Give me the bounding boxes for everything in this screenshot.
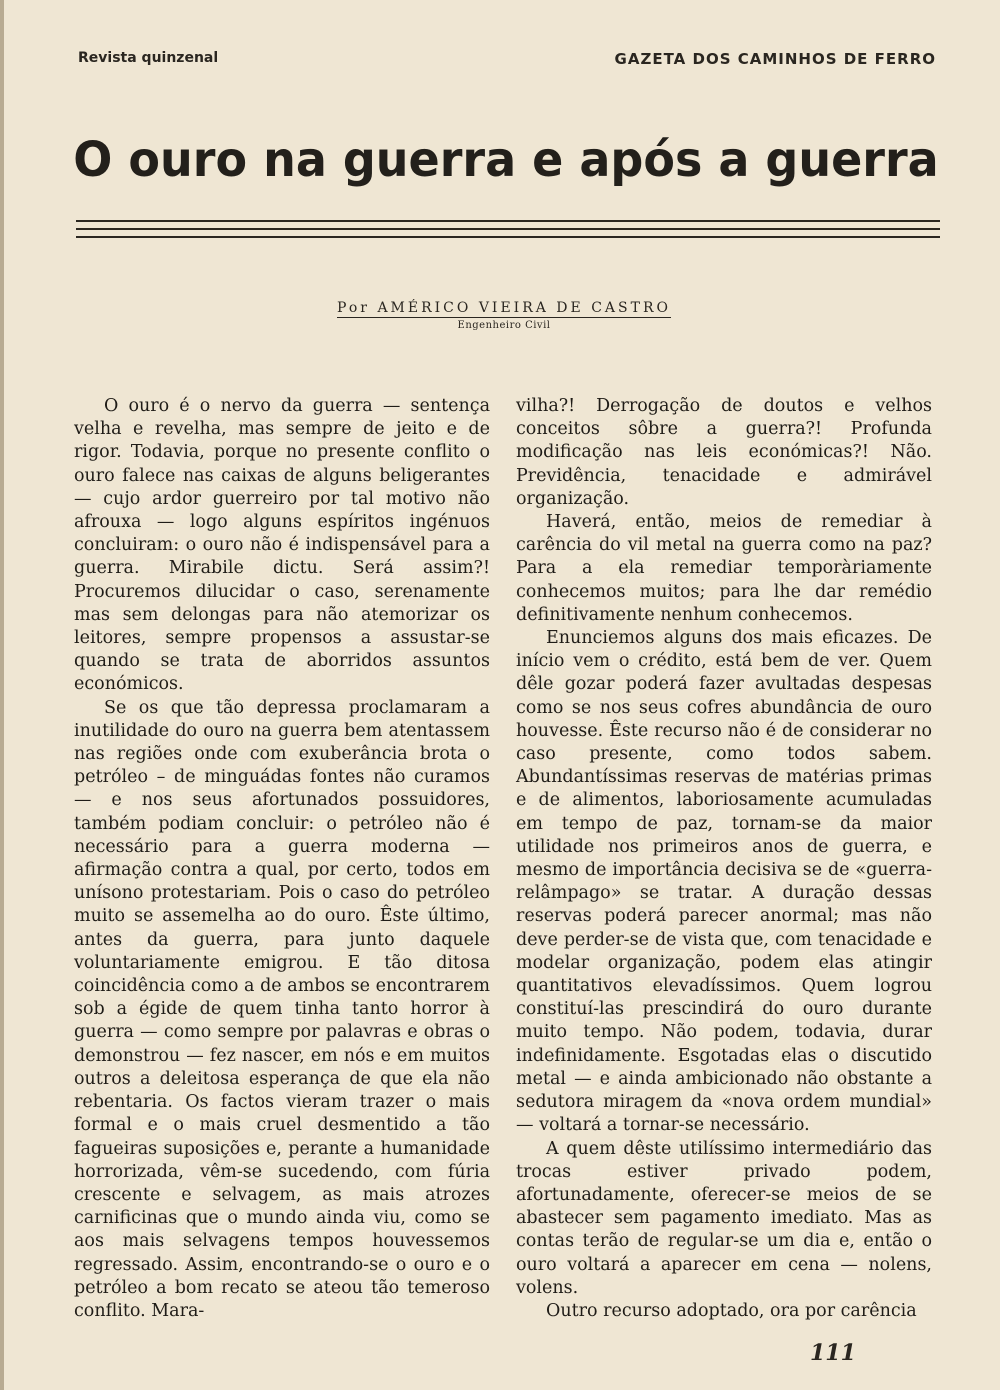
left-column	[74, 395, 490, 1323]
page-number: 111	[810, 1340, 856, 1366]
rule-line	[76, 228, 940, 230]
rule-line	[76, 236, 940, 238]
paragraph: Haverá, então, meios de remediar à carência do vil metal na guerra como na paz? Para a ela remediar temporàriamente conhecemos muitos; para lhe dar remédio definitivamente nenhum conhecemos.	[516, 512, 932, 625]
paragraph: vilha?! Derrogação de doutos e velhos conceitos sôbre a guerra?! Profunda modificação nas leis económicas?! Não. Previdência, tenacidade e admirável organização.	[516, 396, 932, 509]
title-rules	[76, 220, 940, 244]
paragraph: Outro recurso adoptado, ora por carência	[546, 1300, 917, 1321]
author-credential: Engenheiro Civil	[457, 320, 551, 331]
byline-text: Por AMÉRICO VIEIRA DE CASTRO	[337, 300, 671, 316]
rule-line	[76, 220, 940, 222]
paragraph: Enunciemos alguns dos mais eficazes. De início vem o crédito, está bem de ver. Quem dêle gozar poderá fazer avultadas despesas como se nos seus cofres abundância de ouro houvesse. Êste recurso não é de considerar no caso presente, como todos sabem. Abundantíssimas reservas de matérias primas e de alimentos, laboriosamente acumuladas em tempo de paz, tornam-se da maior utilidade nos primeiros anos de guerra, e mesmo de importância decisiva se de «guerra-relâmpago» se tratar. A duração dessas reservas poderá parecer anormal; mas não deve perder-se de vista que, com tenacidade e modelar organização, podem elas atingir quantitativos elevadíssimos. Quem logrou constituí-las prescindirá do ouro durante muito tempo. Não podem, todavia, durar indefinidamente. Esgotadas elas o discutido metal — e ainda ambicionado não obstante a sedutora miragem da «nova ordem mundial» — voltará a tornar-se necessário.	[516, 628, 932, 1136]
page-edge	[0, 0, 4, 1390]
running-header-right: GAZETA DOS CAMINHOS DE FERRO	[614, 50, 936, 68]
article-title: O ouro na guerra e após a guerra	[73, 130, 939, 188]
paragraph: O ouro é o nervo da guerra — sentença velha e revelha, mas sempre de jeito e de rigor. Todavia, porque no presente conflito o ouro falece nas caixas de alguns beligerantes — cujo ardor guerreiro por tal motivo não afrouxa — logo alguns espíritos ingénuos concluiram: o ouro não é indispensável para a guerra. Mirabile dictu. Será assim?! Procuremos dilucidar o caso, serenamente mas sem delongas para não atemorizar os leitores, sempre propensos a assustar-se quando se trata de aborridos assuntos económicos.	[74, 396, 490, 695]
right-column	[516, 395, 932, 1323]
paragraph: A quem dêste utilíssimo intermediário das trocas estiver privado podem, afortunadamente, oferecer-se meios de se abastecer sem pagamento imediato. Mas as contas terão de regular-se um dia e, então o ouro voltará a aparecer em cena — nolens, volens.	[516, 1138, 932, 1298]
author-byline	[0, 300, 1000, 316]
running-header-left: Revista quinzenal	[78, 50, 219, 66]
paragraph: Se os que tão depressa proclamaram a inutilidade do ouro na guerra bem atentassem nas regiões onde com exuberância brota o petróleo – de minguádas fontes não curamos — e nos seus afortunados possuidores, também podiam concluir: o petróleo não é necessário para a guerra moderna — afirmação contra a qual, por certo, todos em unísono protestariam. Pois o caso do petróleo muito se assemelha ao do ouro. Êste último, antes da guerra, para junto daquele voluntariamente emigrou. E tão ditosa coincidência como a de ambos se encontrarem sob a égide de quem tinha tanto horror à guerra — como sempre por palavras e obras o demonstrou — fez nascer, em nós e em muitos outros a deleitosa esperança de que ela não rebentaria. Os factos vieram trazer o mais formal e o mais cruel desmentido a tão fagueiras suposições e, perante a humanidade horrorizada, vêm-se sucedendo, com fúria crescente e selvagem, as mais atrozes carnificinas que o mundo ainda viu, como se aos mais selvagens tempos houvessemos regressado. Assim, encontrando-se o ouro e o petróleo a bom recato se ateou tão temeroso conflito. Mara-	[74, 697, 490, 1321]
